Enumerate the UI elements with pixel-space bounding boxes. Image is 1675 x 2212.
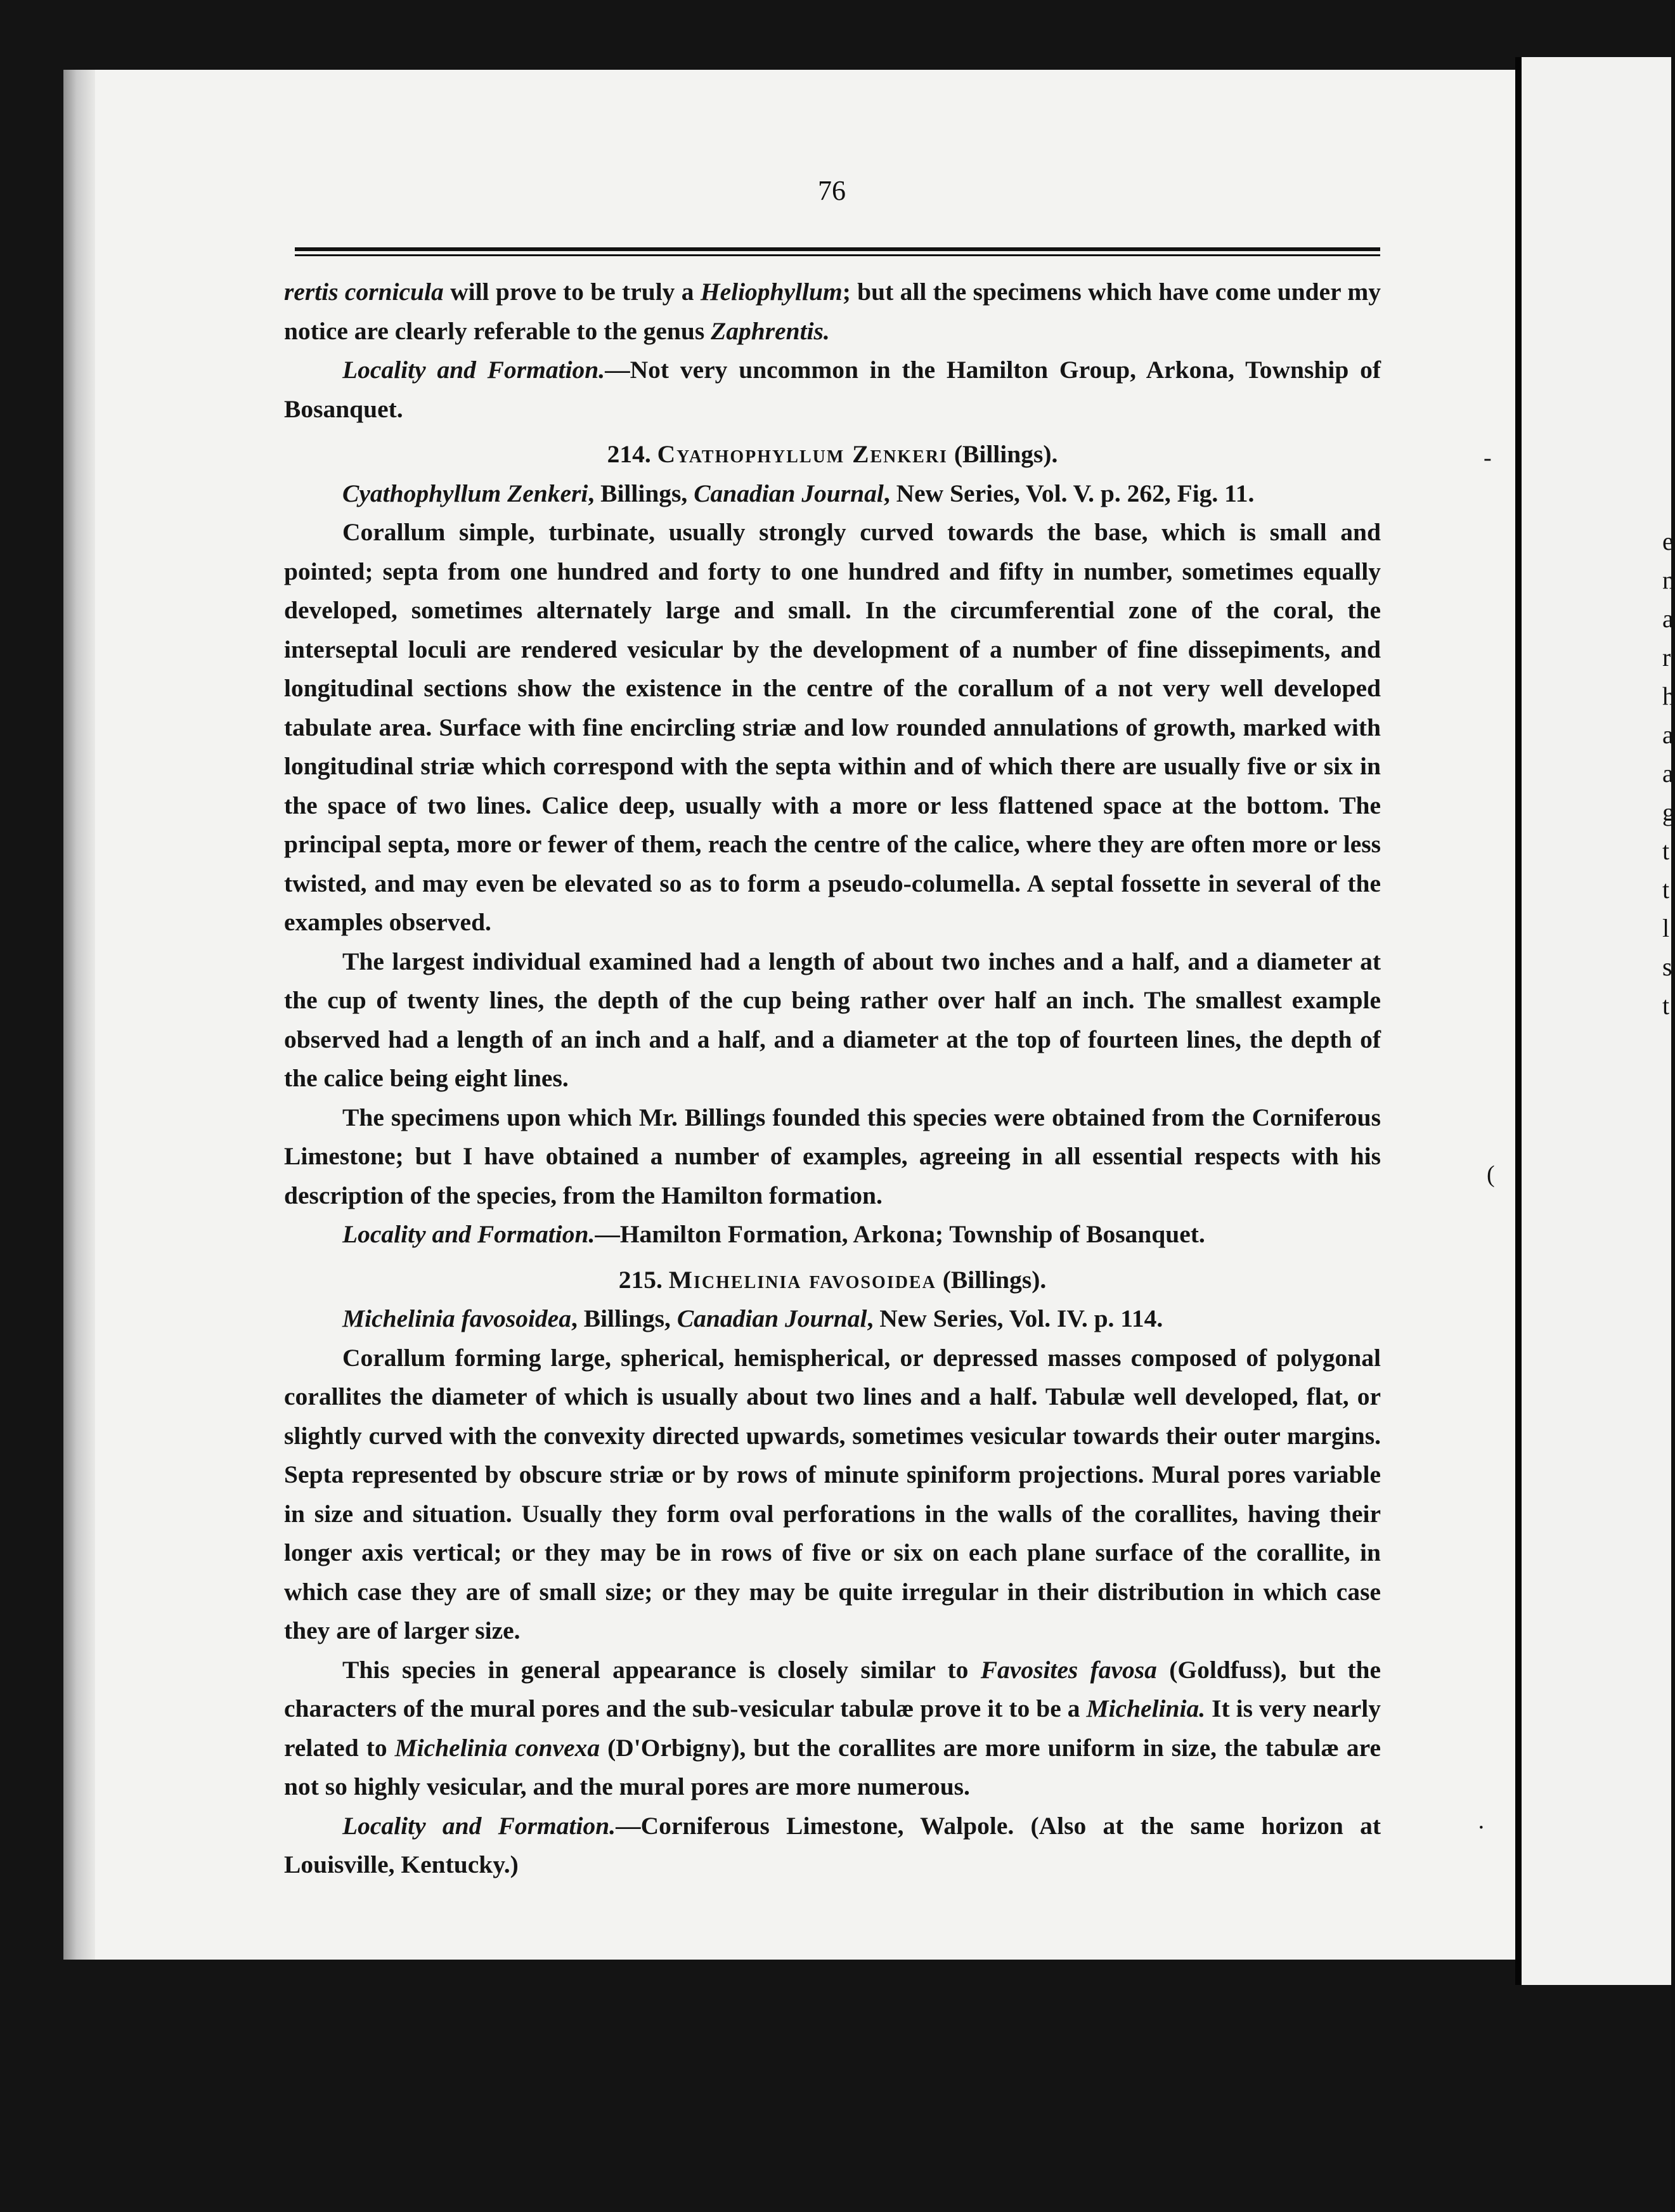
margin-mark: (	[1487, 1161, 1495, 1188]
text-run: The specimens upon which Mr. Billings founded this species were obtained from the Corniferous Limestone; but I have obtained a number of examples, agreeing in all essential respects with his description of the species, from the Hamilton formation.	[284, 1103, 1381, 1209]
text-run: (Billings).	[936, 1265, 1047, 1294]
italic-text: Locality and Formation.	[342, 356, 605, 384]
body-paragraph	[284, 1339, 1381, 1651]
italic-text: Locality and Formation.	[342, 1220, 595, 1248]
text-run: , Billings,	[588, 479, 694, 507]
text-run: —Corniferous Limestone, Walpole. (Also at the same horizon at Louisville, Kentucky.)	[284, 1811, 1381, 1878]
italic-text: Zaphrentis.	[711, 316, 830, 345]
header-rule-top	[295, 247, 1380, 251]
species-heading	[284, 435, 1381, 474]
small-caps-name: Cyathophyllum Zenkeri	[657, 440, 948, 468]
book-gutter	[1515, 57, 1522, 1985]
text-run: (Billings).	[947, 440, 1058, 468]
body-paragraph	[284, 273, 1381, 351]
facing-page-letter: t	[1662, 991, 1670, 1020]
facing-page-letter: t	[1662, 836, 1670, 865]
facing-page-letter: n	[1662, 566, 1675, 594]
text-run: Corallum simple, turbinate, usually strongly curved towards the base, which is small and pointed; septa from one hundred and forty to one hundred and fifty in number, sometimes equally developed, sometimes alternately large and small. In the circumferential zone of the coral, the interseptal loculi are rendered vesicular by the development of a number of fine dissepiments, and longitudinal sections show the existence in the centre of the corallum of a not very well developed tabulate area. Surface with fine encircling striæ and low rounded annulations of growth, marked with longitudinal striæ which correspond with the septa within and of which there are usually five or six in the space of two lines. Calice deep, usually with a more or less flattened space at the bottom. The principal septa, more or fewer of them, reach the centre of the calice, where they are often more or less twisted, and may even be elevated so as to form a pseudo-columella. A septal fossette in several of the examples observed.	[284, 518, 1381, 936]
species-heading	[284, 1261, 1381, 1300]
text-run: Corallum forming large, spherical, hemispherical, or depressed masses composed of polygonal corallites the diameter of which is usually about two lines and a half. Tabulæ well developed, flat, or slightly curved with the convexity directed upwards, sometimes vesicular towards their outer margins. Septa represented by obscure striæ or by rows of minute spiniform projections. Mural pores variable in size and situation. Usually they form oval perforations in the walls of the corallites, having their longer axis vertical; or they may be in rows of five or six on each plane surface of the corallite, in which case they are of small size; or they may be quite irregular in their distribution in which case they are of larger size.	[284, 1343, 1381, 1644]
text-run: 215.	[618, 1265, 669, 1294]
text-run: will prove to be truly a	[443, 278, 701, 306]
italic-text: Favosites favosa	[980, 1655, 1157, 1684]
body-paragraph	[284, 1098, 1381, 1216]
text-run: The largest individual examined had a length of about two inches and a half, and a diameter at the cup of twenty lines, the depth of the cup being rather over half an inch. The smallest example observed had a length of an inch and a half, and a diameter at the top of fourteen lines, the depth of the calice being eight lines.	[284, 947, 1381, 1092]
facing-page-letter: l	[1662, 914, 1670, 942]
text-run: It is very nearly related to	[284, 1695, 1381, 1762]
facing-page-letter: s	[1662, 953, 1672, 981]
body-paragraph	[284, 513, 1381, 942]
body-paragraph	[284, 474, 1381, 514]
margin-mark: -	[1484, 445, 1492, 471]
facing-page-letter: t	[1662, 875, 1670, 904]
page-number: 76	[818, 175, 846, 206]
text-run: —Not very uncommon in the Hamilton Group, Arkona, Township of Bosanquet.	[284, 356, 1381, 423]
italic-text: Michelinia favosoidea	[342, 1304, 571, 1332]
margin-mark: ·	[1477, 1814, 1485, 1841]
body-paragraph	[284, 1299, 1381, 1339]
italic-text: Locality and Formation.	[342, 1811, 616, 1840]
italic-text: Canadian Journal	[694, 479, 884, 507]
text-run: —Hamilton Formation, Arkona; Township of Bosanquet.	[595, 1220, 1205, 1248]
italic-text: Canadian Journal	[676, 1304, 867, 1332]
body-paragraph	[284, 1651, 1381, 1807]
facing-page-letter: a	[1662, 720, 1674, 749]
text-run: , Billings,	[571, 1304, 677, 1332]
facing-page-edge	[1522, 57, 1675, 1985]
italic-text: Michelinia convexa	[394, 1733, 600, 1762]
header-rule-bottom	[295, 254, 1380, 256]
italic-text: rertis cornicula	[284, 278, 444, 306]
italic-text: Michelinia.	[1086, 1695, 1206, 1722]
facing-page-letter: a	[1662, 759, 1674, 788]
italic-text: Cyathophyllum Zenkeri	[342, 479, 588, 507]
facing-page-letter: a	[1662, 604, 1674, 633]
text-run: (D'Orbigny), but the corallites are more uniform in size, the tabulæ are not so highly vesicular, and the mural pores are more numerous.	[284, 1733, 1381, 1800]
body-paragraph	[284, 1215, 1381, 1254]
facing-page-letter: g	[1662, 798, 1675, 826]
text-run: , New Series, Vol. IV. p. 114.	[867, 1304, 1163, 1332]
text-run: (Goldfuss), but the characters of the mural pores and the sub-vesicular tabulæ prove it to be a	[284, 1655, 1381, 1722]
body-paragraph	[284, 351, 1381, 429]
text-run: , New Series, Vol. V. p. 262, Fig. 11.	[883, 479, 1255, 507]
text-run: ; but all the specimens which have come under my notice are clearly referable to the genus	[284, 278, 1381, 345]
italic-text: Heliophyllum	[700, 278, 843, 306]
text-run: This species in general appearance is closely similar to	[342, 1655, 981, 1684]
small-caps-name: Michelinia favosoidea	[668, 1265, 936, 1294]
facing-page-letter: e	[1662, 527, 1674, 556]
body-paragraph	[284, 942, 1381, 1098]
page-body-text	[284, 273, 1381, 1885]
text-run: 214.	[607, 440, 657, 468]
facing-page-letter: h	[1662, 682, 1675, 710]
facing-page-letter: r	[1662, 643, 1671, 672]
body-paragraph	[284, 1807, 1381, 1885]
